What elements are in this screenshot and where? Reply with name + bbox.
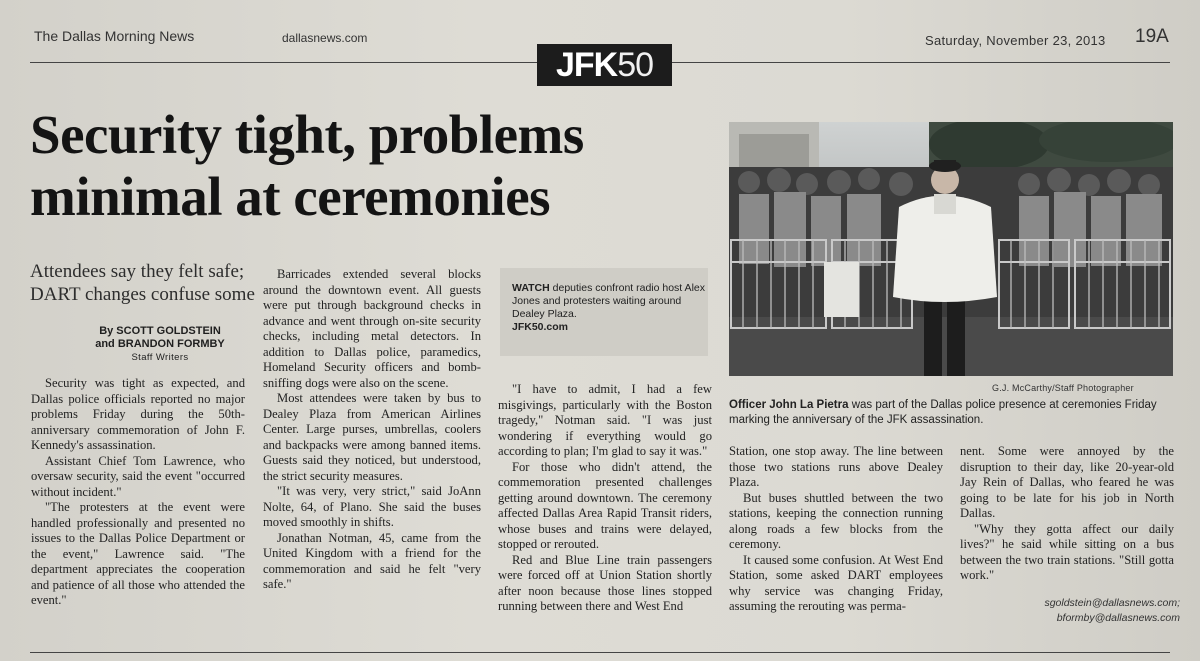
byline (60, 325, 260, 364)
author-email-1[interactable]: sgoldstein@dallasnews.com; (1044, 597, 1180, 609)
subheadline-line-2: DART changes confuse some (30, 284, 255, 305)
watch-link[interactable]: JFK50.com (512, 321, 569, 333)
watch-text: deputies confront radio host Alex Jones and protesters waiting around Dealey Plaza. (512, 282, 705, 320)
paragraph: For those who didn't attend, the commemoration presented challenges getting around downtown. The ceremony affected Dallas Area Rapid Transit riders, whose buses and trains were delayed, stopped or rerouted. (498, 459, 712, 551)
article-column-1 (31, 376, 245, 609)
masthead-paper-name: The Dallas Morning News (34, 28, 195, 44)
paragraph: "It was very, very strict," said JoAnn Nolte, 64, of Plano. She said the buses moved smoothly in shifts. (263, 484, 481, 529)
photo-caption (729, 398, 1173, 427)
bottom-rule (30, 652, 1170, 653)
author-emails (980, 596, 1180, 626)
watch-promo-box (500, 268, 708, 356)
paragraph: But buses shuttled between the two stations, keeping the connection running along roads a few blocks from the ceremony. (729, 490, 943, 551)
byline-author-1: By SCOTT GOLDSTEIN (99, 325, 221, 337)
section-logo-number: 50 (617, 45, 654, 84)
byline-role: Staff Writers (131, 352, 189, 363)
section-logo (537, 44, 672, 86)
paragraph: Security was tight as expected, and Dallas police officials reported no major problems Friday during the 50th-anniversary commemoration of John F. Kennedy's assassination. (31, 376, 245, 452)
byline-author-2: and BRANDON FORMBY (95, 338, 225, 350)
paragraph: Barricades extended several blocks around the downtown event. All guests were put through background checks in advance and went through on-site security checks, including metal detectors. In addition to Dallas police, paramedics, Homeland Security officers and bomb-sniffing dogs were also on the scene. (263, 267, 481, 390)
article-column-3 (498, 382, 712, 615)
paragraph: Jonathan Notman, 45, came from the United Kingdom with a friend for the commemoration and said he felt "very safe." (263, 530, 481, 591)
page-number: 19A (1135, 26, 1169, 47)
section-logo-text: JFK (555, 45, 618, 84)
paragraph: "I have to admit, I had a few misgivings, particularly with the Boston tragedy," Notman said. "I was just wondering if everything would go according to plan; I'm glad to say it was." (498, 382, 712, 458)
photo-credit: G.J. McCarthy/Staff Photographer (992, 383, 1134, 393)
watch-keyword: WATCH (512, 282, 550, 294)
author-email-2[interactable]: bformby@dallasnews.com (1056, 612, 1180, 624)
subheadline-line-1: Attendees say they felt safe; (30, 261, 245, 282)
article-column-5 (960, 444, 1174, 584)
headline-line-1: Security tight, problems (30, 104, 584, 165)
paragraph: It caused some confusion. At West End Station, some asked DART employees why service was changing Friday, assuming the rerouting was perma- (729, 552, 943, 613)
caption-text: was part of the Dallas police presence at ceremonies Friday marking the anniversary of the JFK assassination. (729, 399, 1157, 426)
article-column-4 (729, 444, 943, 615)
paragraph: Red and Blue Line train passengers were forced off at Union Station shortly after noon because those lines stopped running between there and West End (498, 552, 712, 613)
paragraph: Assistant Chief Tom Lawrence, who oversaw security, said the event "occurred without incident." (31, 453, 245, 499)
news-photo (729, 122, 1173, 376)
headline-line-2: minimal at ceremonies (30, 166, 551, 227)
headline (30, 104, 710, 228)
paragraph: "The protesters at the event were handled professionally and presented no issues to the Dallas Police Department or the event," Lawrence said. "The department appreciates the cooperation and patience of all those who attended the event." (31, 500, 245, 607)
article-column-2 (263, 267, 481, 593)
paragraph: Station, one stop away. The line between those two stations runs above Dealey Plaza. (729, 444, 943, 489)
masthead-date: Saturday, November 23, 2013 (925, 33, 1106, 48)
masthead-website: dallasnews.com (282, 31, 368, 45)
caption-name: Officer John La Pietra (729, 399, 849, 411)
paragraph: nent. Some were annoyed by the disruption to their day, like 20-year-old Jay Rein of Dallas, who feared he was going to be late for his job in North Dallas. (960, 444, 1174, 520)
subheadline (30, 260, 260, 306)
paragraph: "Why they gotta affect our daily lives?" he said while sitting on a bus between the two train stations. "Still gotta work." (960, 521, 1174, 582)
paragraph: Most attendees were taken by bus to Dealey Plaza from American Airlines Center. Large purses, umbrellas, coolers and backpacks were among banned items. Guests said they noticed, but understood, the strict security measures. (263, 391, 481, 483)
photo-crowd-illustration (729, 122, 1173, 376)
